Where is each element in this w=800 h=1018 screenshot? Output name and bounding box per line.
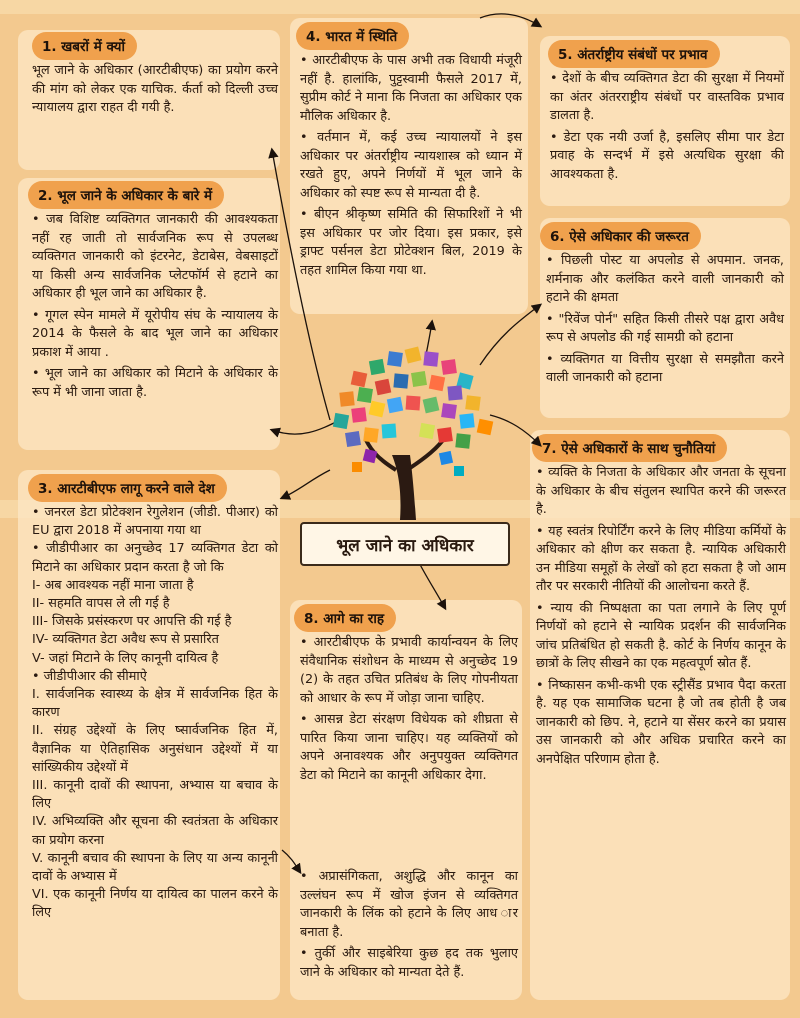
- list-item: VI. एक कानूनी निर्णय या दायित्व का पालन करने के लिए: [32, 887, 278, 921]
- paragraph: • देशों के बीच व्यक्तिगत डेटा की सुरक्षा में नियमों का अंतर अंतरराष्ट्रीय संबंधों पर वास्तविक प्रभाव डालता है.: [550, 71, 784, 123]
- heading-about-right: 2. भूल जाने के अधिकार के बारे में: [28, 181, 224, 209]
- paragraph: • "रिवेंज पोर्न" सहित किसी तीसरे पक्ष द्वारा अवैध रूप से अपलोड की गई सामग्री को हटाना: [546, 311, 784, 345]
- list-item: • जीडीपीआर का अनुच्छेद 17 व्यक्तिगत डेटा को मिटाने का अधिकार प्रदान करता है जो कि: [32, 541, 278, 575]
- paragraph: • यह स्वतंत्र रिपोर्टिंग करने के लिए मीडिया कर्मियों के अधिकार को क्षीण कर सकता है. न्यायिक अधिकारी उन मीडिया समूहों के लेखों को हटा सकता है जो आम तौर पर सरकारी नीतियों की आलोचना करते हैं.: [536, 523, 786, 594]
- paragraph: • निष्कासन कभी-कभी एक स्ट्रीसैंड प्रभाव पैदा करता है. यह एक सामाजिक घटना है जो तब होती है जब जानकारी को छिप. ने, हटाने या सेंसर करने का प्रयास उस जानकारी को और अधिक प्रचारित करने का अनपेक्षित परिणाम होता है.: [536, 677, 786, 767]
- list-item: III- जिसके प्रसंस्करण पर आपत्ति की गई है: [32, 614, 232, 630]
- list-item: IV. अभिव्यक्ति और सूचना की स्वतंत्रता के अधिकार का प्रयोग करना: [32, 814, 278, 848]
- paragraph: • आसन्न डेटा संरक्षण विधेयक को शीघ्रता से पारित किया जाना चाहिए। यह व्यक्तियों को अपने अनावश्यक और अनुपयुक्त व्यक्तिगत डेटा को मिटाने का कानूनी अधिकार देगा.: [300, 712, 518, 783]
- heading-need: 6. ऐसे अधिकार की जरूरत: [540, 222, 701, 250]
- paragraph: • आरटीबीएफ के पास अभी तक विधायी मंजूरी नहीं है. हालांकि, पुट्टस्वामी फैसले 2017 में, सुप्रीम कोर्ट ने माना कि निजता का अधिकार एक मौलिक अधिकार है.: [300, 53, 522, 124]
- paragraph: • आरटीबीएफ के प्रभावी कार्यान्वयन के लिए संवैधानिक संशोधन के माध्यम से अनुच्छेद 19 (2) के तहत उचित प्रतिबंध के लिए गोपनीयता को आधार के रूप में जोड़ा जाना चाहिए.: [300, 635, 518, 706]
- heading-international: 5. अंतर्राष्ट्रीय संबंधों पर प्रभाव: [548, 40, 720, 68]
- paragraph: • डेटा एक नयी उर्जा है, इसलिए सीमा पार डेटा प्रवाह के सन्दर्भ में इसे अत्यधिक सुरक्षा की आवश्यकता है.: [550, 129, 784, 182]
- list-item: V- जहां मिटाने के लिए कानूनी दायित्व है: [32, 650, 219, 666]
- paragraph: • पिछली पोस्ट या अपलोड से अपमान. जनक, शर्मनाक और कलंकित करने वाली जानकारी को हटाने की क्षमता: [546, 253, 784, 305]
- list-item: I- अब आवश्यक नहीं माना जाता है: [32, 577, 194, 593]
- center-title: भूल जाने का अधिकार: [300, 522, 510, 566]
- arrow-icon: [272, 14, 540, 872]
- heading-countries: 3. आरटीबीएफ लागू करने वाले देश: [28, 474, 227, 502]
- paragraph: • न्याय की निष्पक्षता का पता लगाने के लिए पूर्ण निर्णयों को हटाने से न्यायिक प्रदर्शन की सार्वजनिक जांच प्रतिबंधित हो सकती है. कोर्ट के निर्णय कानून के छात्रों के लिए सीखने का एक महत्वपूर्ण स्रोत हैं.: [536, 600, 786, 671]
- list-item: • जनरल डेटा प्रोटेक्शन रेगुलेशन (जीडी. पीआर) को EU द्वारा 2018 में अपनाया गया था: [32, 505, 278, 539]
- list-item: II. संग्रह उद्देश्यों के लिए ष्सार्वजनिक हित में, वैज्ञानिक या ऐतिहासिक अनुसंधान उद्देश्यों में या सांख्यिकीय उद्देश्यों में: [32, 723, 278, 775]
- paragraph: • व्यक्ति के निजता के अधिकार और जनता के सूचना के अधिकार के बीच संतुलन स्थापित करने की जरूरत है.: [536, 465, 786, 517]
- list-item: I. सार्वजनिक स्वास्थ्य के क्षेत्र में सार्वजनिक हित के कारण: [32, 687, 278, 721]
- paragraph: भूल जाने के अधिकार (आरटीबीएफ) का प्रयोग करने की मांग को लेकर एक याचिक. र्कर्ता को दिल्ली उच्च न्यायालय द्वारा राहत दी गयी है.: [32, 63, 278, 115]
- heading-way-forward: 8. आगे का राह: [294, 604, 396, 632]
- paragraph: • जब विशिष्ट व्यक्तिगत जानकारी की आवश्यकता नहीं रह जाती तो सार्वजनिक रूप से उपलब्ध व्यक्तिगत जानकारी को इंटरनेट, डेटाबेस, वेबसाइटों या किसी अन्य सार्वजनिक प्लेटफॉर्म से हटाने का अधिकार ही भूल जाने का अधिकार है.: [32, 212, 278, 301]
- paragraph: • गूगल स्पेन मामले में यूरोपीय संघ के न्यायालय के 2014 के फैसले के बाद भूल जाने का अधिकार प्रकाश में आया .: [32, 307, 278, 360]
- list-item: IV- व्यक्तिगत डेटा अवैध रूप से प्रसारित: [32, 632, 219, 648]
- paragraph: • वर्तमान में, कई उच्च न्यायालयों ने इस अधिकार पर अंतर्राष्ट्रीय न्यायशास्त्र को ध्यान में रखते हुए, अपने निर्णयों में भूल जाने के अधिकार को स्पष्ट रूप से मान्यता दी है.: [300, 130, 522, 201]
- paragraph: • तुर्की और साइबेरिया कुछ हद तक भुलाए जाने के अधिकार को मान्यता देते हैं.: [300, 946, 518, 980]
- heading-why-in-news: 1. खबरों में क्यों: [32, 32, 137, 60]
- paragraph: • व्यक्तिगत या वित्तीय सुरक्षा से समझौता करने वाली जानकारी को हटाना: [546, 351, 784, 385]
- list-item: • जीडीपीआर की सीमाऐ: [32, 668, 147, 684]
- paragraph: • भूल जाने का अधिकार को मिटाने के अधिकार के रूप में भी जाना जाता है.: [32, 366, 278, 400]
- paragraph: • अप्रासंगिकता, अशुद्धि और कानून का उल्लंघन रूप में खोज इंजन से व्यक्तिगत जानकारी के लिंक को हटाने के लिए आध ार बनाता है.: [300, 869, 518, 940]
- list-item: III. कानूनी दावों की स्थापना, अभ्यास या बचाव के लिए: [32, 778, 278, 812]
- heading-challenges: 7. ऐसे अधिकारों के साथ चुनौतियां: [532, 434, 727, 462]
- list-item: II- सहमति वापस ले ली गई है: [32, 596, 170, 612]
- heading-india-status: 4. भारत में स्थिति: [296, 22, 409, 50]
- list-item: V. कानूनी बचाव की स्थापना के लिए या अन्य कानूनी दावों के अभ्यास में: [32, 850, 278, 885]
- paragraph: • बीएन श्रीकृष्ण समिति की सिफारिशों ने भी इस अधिकार पर जोर दिया। इस प्रकार, इसे ड्राफ्ट पर्सनल डेटा प्रोटेक्शन बिल, 2019 के तहत शामिल किया गया था.: [300, 207, 522, 278]
